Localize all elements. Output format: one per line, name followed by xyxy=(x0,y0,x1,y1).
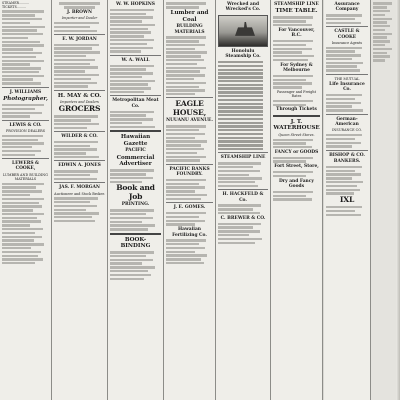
ad-subheading: LUMBER AND BUILDING MATERIALS xyxy=(3,172,48,182)
ad-heading: Metropolitan Meat Co. xyxy=(112,98,159,109)
ad-heading: H. MAY & CO. xyxy=(57,92,102,99)
ad-heading: Lumber and Coal xyxy=(170,9,209,23)
ad-body xyxy=(218,162,268,187)
schedule-table xyxy=(273,40,320,61)
paper-title: Hawaiian Gazette xyxy=(120,134,151,147)
ad-subheading: PROVISION DEALERS xyxy=(5,129,46,134)
ad-heading: Assurance Company xyxy=(334,2,360,13)
steamship-illustration xyxy=(218,15,268,47)
column-2 xyxy=(52,0,108,400)
divider xyxy=(326,74,368,75)
column-1-topline-1: STEAMER.......... xyxy=(2,1,30,5)
ad-body xyxy=(2,135,49,156)
ad-body xyxy=(54,2,105,8)
ad-heading: H. HACKFELD & Co. xyxy=(222,192,264,203)
divider xyxy=(54,90,105,91)
ad-body xyxy=(2,104,49,118)
ad-body xyxy=(110,169,161,183)
divider xyxy=(110,233,161,235)
ad-heading: Honolulu Steamship Co. xyxy=(225,48,261,60)
divider xyxy=(54,34,105,35)
ad-subheading: BUILDING MATERIALS xyxy=(174,24,205,35)
ad-body xyxy=(166,239,213,264)
ad-body xyxy=(218,223,268,244)
ad-subheading: THE MUTUAL xyxy=(334,76,360,81)
divider xyxy=(54,160,105,161)
ad-body xyxy=(54,22,105,32)
column-3 xyxy=(108,0,164,400)
ad-body xyxy=(110,251,161,280)
ad-heading: J. WILLIAMS xyxy=(9,89,42,95)
ad-subheading: Photographer, xyxy=(3,96,48,103)
ad-heading: LEWERS & COOKE, xyxy=(11,161,40,172)
ad-heading: BISHOP & CO. xyxy=(329,152,365,158)
ad-subheading: Importer and Dealer xyxy=(61,16,98,21)
page-edge xyxy=(396,0,400,400)
paper-title: PACIFIC xyxy=(125,148,146,154)
ad-body xyxy=(166,179,213,200)
ad-heading: Dry and Fancy Goods xyxy=(279,178,314,189)
ad-subheading: NUUANU AVENUE. xyxy=(166,118,213,124)
ad-display-heading: Book and Job xyxy=(116,183,155,201)
ad-body xyxy=(326,94,368,112)
ad-body xyxy=(54,141,105,159)
ad-heading: JAS. F. MORGAN xyxy=(59,185,100,191)
ad-body xyxy=(273,171,320,177)
ad-display-heading: TIME TABLE. xyxy=(275,8,318,15)
ad-heading: BOOK-BINDING xyxy=(120,236,151,250)
divider xyxy=(110,55,161,56)
divider xyxy=(326,150,368,151)
ad-body xyxy=(218,204,268,214)
ad-heading: E. W. JORDAN xyxy=(62,36,97,42)
divider xyxy=(218,189,268,190)
ad-heading: PACIFIC BANKS FOUNDRY. xyxy=(169,166,210,178)
ad-heading: Life Insurance Co. xyxy=(329,81,365,93)
ad-body xyxy=(273,191,320,201)
ad-body xyxy=(166,212,213,226)
ad-body xyxy=(166,2,213,8)
ad-heading: FANCY or GOODS xyxy=(274,149,319,155)
ad-body xyxy=(110,209,161,230)
ad-body xyxy=(110,111,161,129)
divider xyxy=(54,182,105,183)
ad-body xyxy=(54,44,105,88)
ad-body xyxy=(326,134,368,148)
ad-subheading: Passenger and Freight Rates xyxy=(277,89,316,99)
ad-heading: EDWIN A. JONES xyxy=(58,163,101,169)
column-1 xyxy=(0,0,52,400)
ad-heading: J. BROWN xyxy=(67,9,92,15)
ad-body xyxy=(54,170,105,180)
ad-body xyxy=(273,100,320,106)
ad-body xyxy=(110,65,161,94)
ad-subheading: INSURANCE CO. xyxy=(332,128,362,133)
column-6 xyxy=(271,0,323,400)
ad-body xyxy=(326,166,368,195)
ad-heading: W. A. WALL xyxy=(121,57,150,63)
column-4 xyxy=(164,0,216,400)
ad-heading: Wrecked and Wrecked's Co. xyxy=(225,2,261,13)
ad-body xyxy=(326,206,368,216)
ad-body xyxy=(54,197,105,222)
divider xyxy=(2,158,49,159)
divider xyxy=(273,115,320,117)
ad-heading: Through Tickets xyxy=(276,107,317,113)
divider xyxy=(54,131,105,132)
divider xyxy=(110,95,161,96)
ad-body xyxy=(166,36,213,95)
ad-body xyxy=(54,115,105,129)
ad-display-heading: EAGLE HOUSE, xyxy=(172,99,207,117)
ad-heading: WILDER & CO. xyxy=(61,134,98,140)
divider xyxy=(110,130,161,132)
schedule-table xyxy=(273,16,320,26)
ad-display-heading: IXL xyxy=(339,195,355,205)
ad-heading: German-American xyxy=(335,116,359,127)
divider xyxy=(166,202,213,203)
ad-body xyxy=(273,139,320,149)
divider xyxy=(2,87,49,88)
divider xyxy=(166,97,213,98)
ad-heading: Fort Street, Store, xyxy=(274,164,319,170)
ad-subheading: BANKERS. xyxy=(333,159,361,165)
ad-heading: STEAMSHIP LINE xyxy=(220,155,266,161)
listing-block xyxy=(2,183,49,265)
ad-body xyxy=(326,47,368,72)
ad-heading: STEAMSHIP LINE xyxy=(274,2,319,7)
ad-body xyxy=(373,2,397,61)
divider xyxy=(326,114,368,115)
ad-heading: CASTLE & COOKE xyxy=(334,29,360,40)
ad-heading: J. T. WATERHOUSE xyxy=(273,118,320,132)
ad-subheading: Queen Street Stores. xyxy=(278,132,315,137)
ad-heading: C. BREWER & CO. xyxy=(220,215,266,221)
ad-body xyxy=(273,157,320,163)
ad-heading: Hawaiian Fertilizing Co. xyxy=(172,227,207,238)
ad-body xyxy=(326,14,368,24)
paper-title: Commercial Advertiser xyxy=(116,154,155,168)
ad-heading: W. W. HOPKINS xyxy=(116,2,155,7)
ad-body xyxy=(110,9,161,53)
column-7 xyxy=(324,0,371,400)
ad-display-heading: GROCERS xyxy=(58,104,101,114)
divider xyxy=(2,120,49,121)
divider xyxy=(326,26,368,27)
schedule-table xyxy=(273,75,320,89)
column-5 xyxy=(216,0,271,400)
column-1-topline-2: TICKETS......... xyxy=(2,5,26,9)
ad-heading: LEWIS & CO. xyxy=(9,122,42,128)
divider xyxy=(218,152,268,153)
ad-subheading: Importers and Dealers xyxy=(60,100,99,105)
ad-subheading: Auctioneer and Stock Broker. xyxy=(54,191,105,196)
column-1-listing-block xyxy=(2,10,49,84)
ad-heading: For Vancouver, B.C. xyxy=(278,27,315,39)
schedule-table xyxy=(218,61,268,150)
ad-subheading: PRINTING. xyxy=(121,202,150,208)
ad-subheading: Insurance Agents xyxy=(331,40,363,45)
divider xyxy=(166,164,213,165)
ad-heading: For Sydney & Melbourne xyxy=(280,62,313,74)
ad-heading: J. E. GOMES. xyxy=(173,205,206,211)
ad-body xyxy=(166,125,213,161)
